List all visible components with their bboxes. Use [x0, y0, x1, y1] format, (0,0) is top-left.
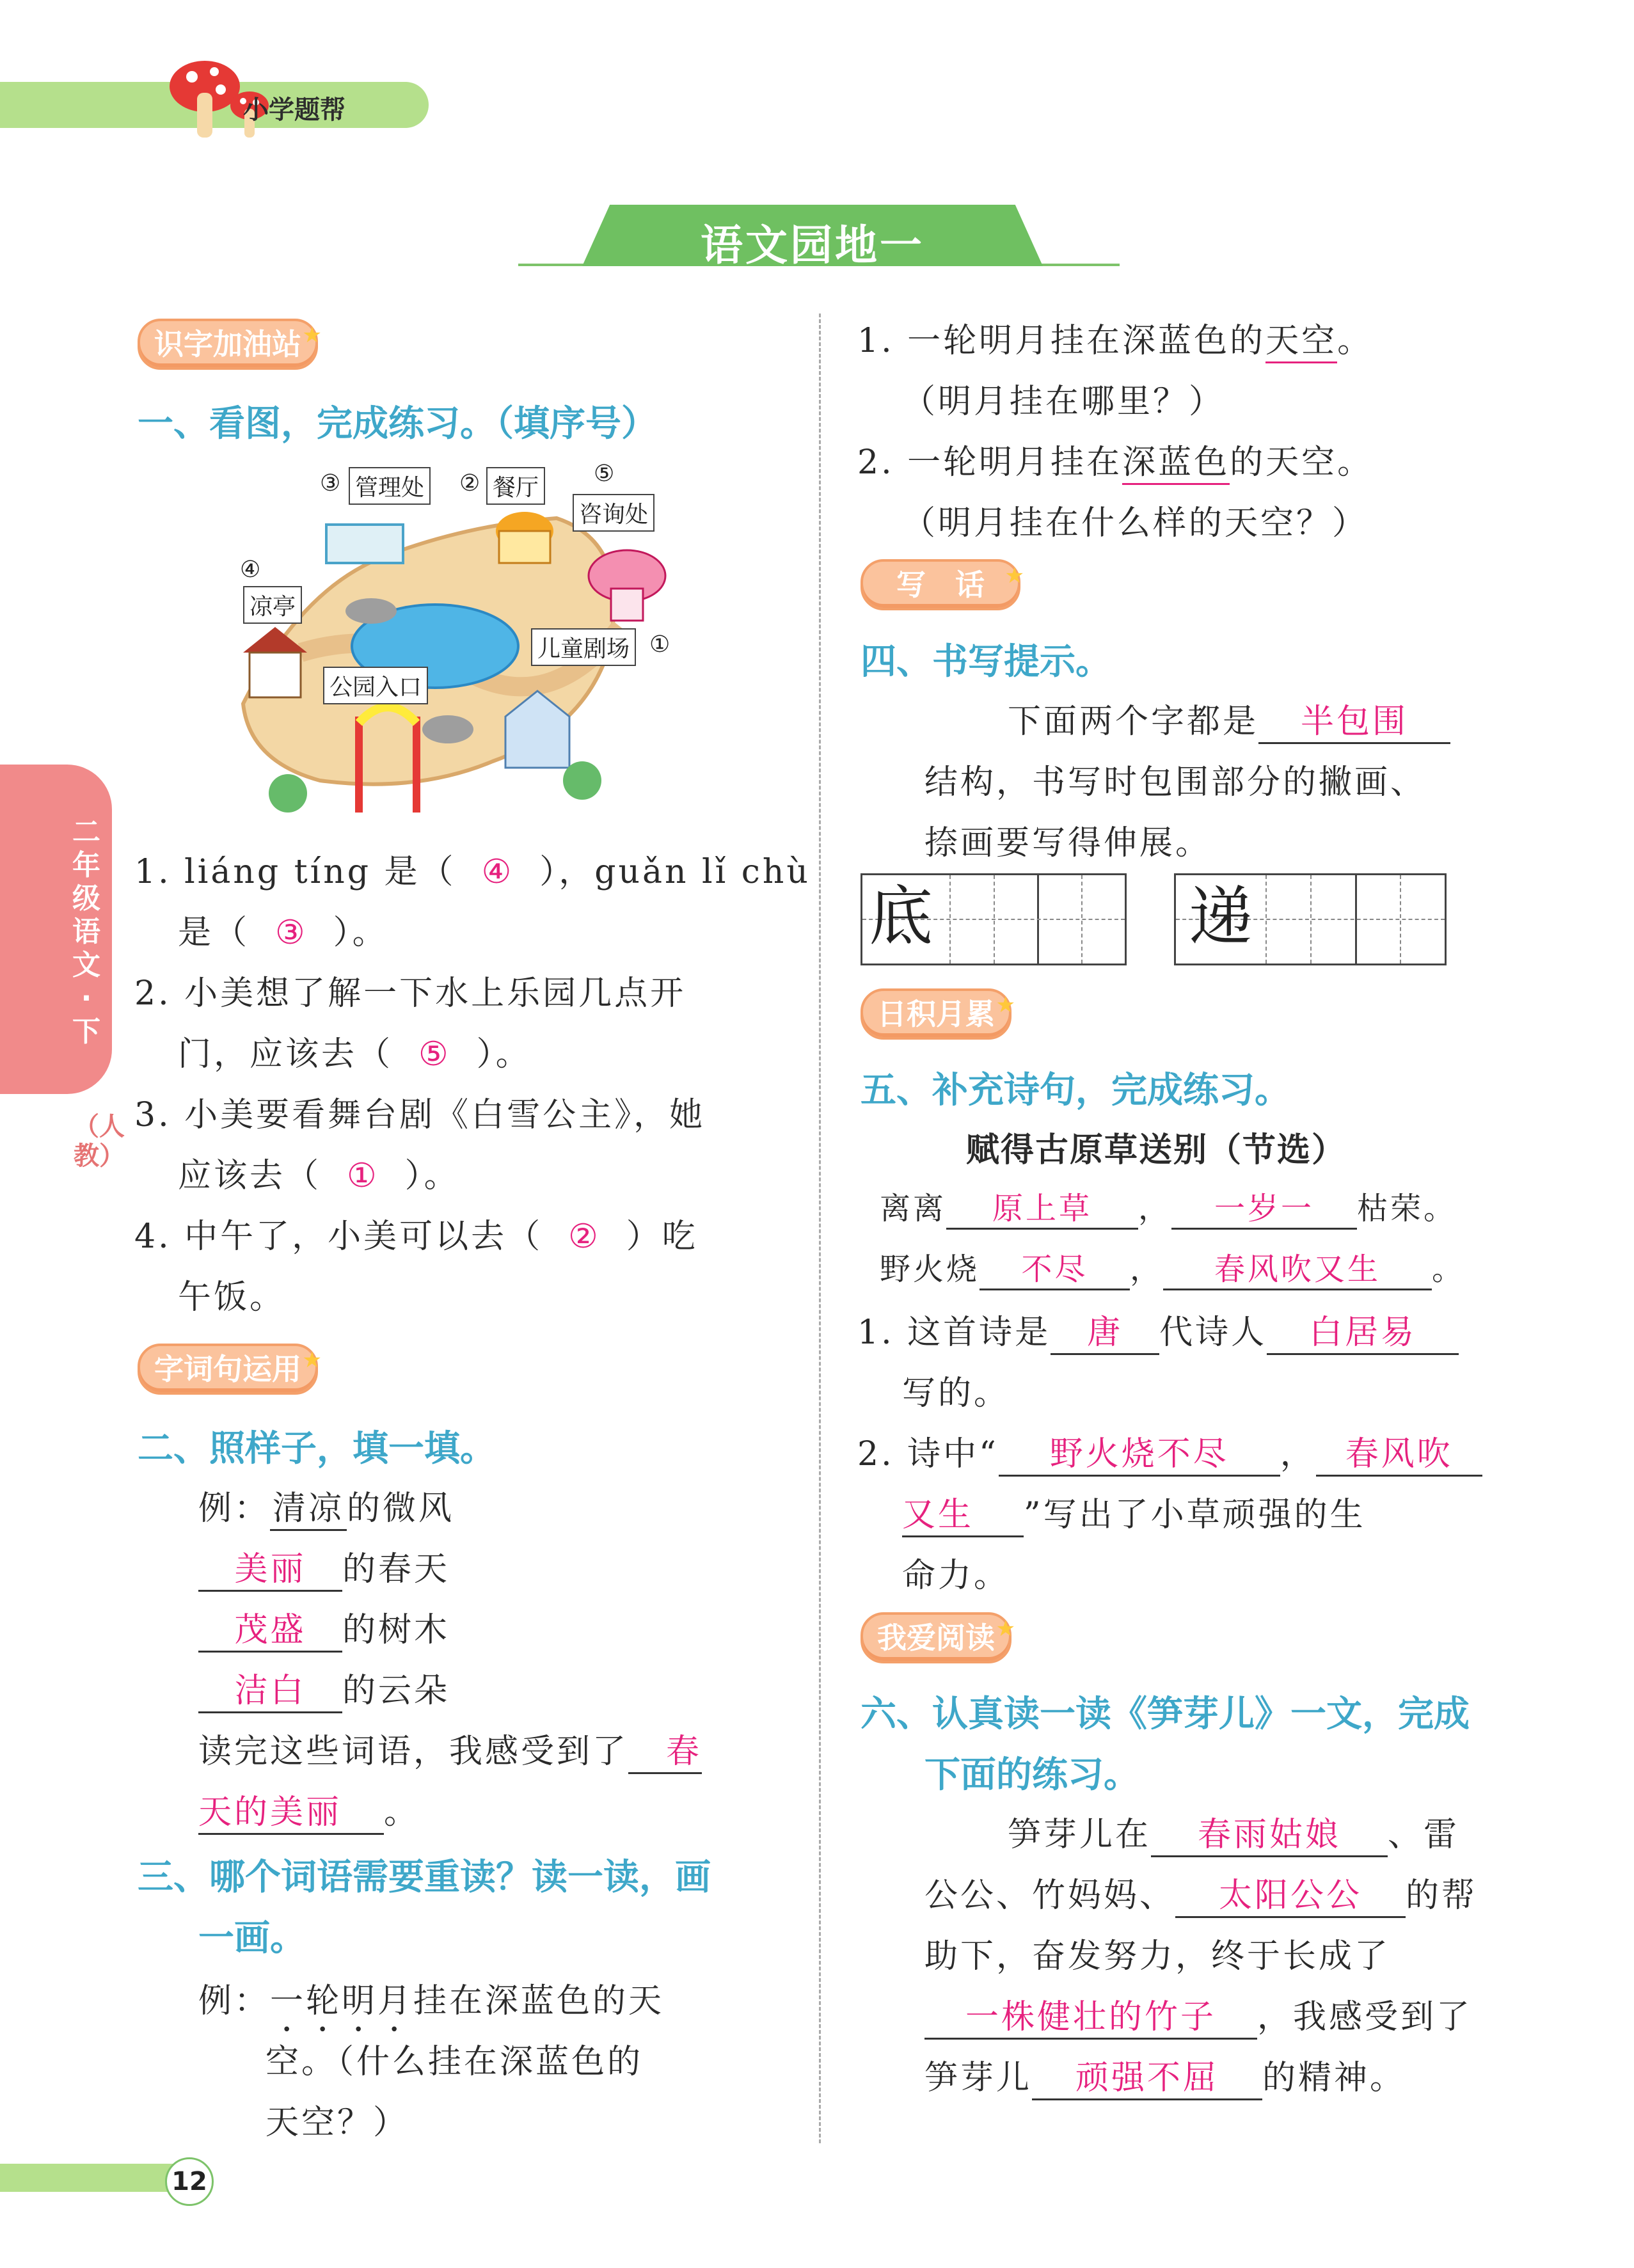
s3-q2-end: 的天空。 — [1230, 443, 1374, 482]
star-icon: ★ — [1004, 563, 1024, 589]
s6-answer-4: 顽强不屈 — [1032, 2050, 1262, 2100]
s6-answer-1: 春雨姑娘 — [1151, 1807, 1388, 1857]
page-number: 12 — [165, 2157, 214, 2206]
map-num-3: ③ — [320, 470, 341, 496]
s3-q1-underlined: 天空 — [1265, 313, 1337, 363]
heading-3a: 三、哪个词语需要重读？读一读，画 — [138, 1857, 711, 1898]
poem-answer-1: 原上草 — [946, 1184, 1138, 1230]
s5-q1-text-a: 1. 这首诗是 — [857, 1313, 1051, 1352]
s6-answer-3: 一株健壮的竹子 — [924, 1990, 1257, 2040]
s2-row1 — [198, 1542, 450, 1592]
map-label-restaurant: 餐厅 — [486, 467, 545, 505]
poem-answer-3: 不尽 — [980, 1244, 1130, 1290]
heading-1: 一、看图，完成练习。（填序号） — [138, 403, 657, 445]
map-label-info: 咨询处 — [573, 494, 654, 532]
map-label-entrance: 公园入口 — [323, 667, 428, 704]
grade-label: 二年级语文·下 — [72, 816, 100, 1048]
s3-q2-line2: （明月挂在什么样的天空？） — [902, 504, 1368, 543]
q1-text-a: 1. liáng tíng 是（ — [134, 853, 456, 891]
s6-text-5a: 笋芽儿 — [924, 2059, 1033, 2097]
s2-answer-3: 洁白 — [198, 1663, 342, 1713]
page-title: 语文园地一 — [701, 221, 924, 270]
q2-answer: ⑤ — [418, 1035, 451, 1074]
q4-text-a: 4. 中午了，小美可以去（ — [134, 1217, 543, 1256]
q1-line2 — [178, 905, 388, 953]
park-map — [224, 461, 685, 819]
s5-q2-answer-c: 又生 — [902, 1487, 1024, 1537]
s5-q1-answer-poet: 白居易 — [1267, 1305, 1459, 1355]
poem-line1-start: 离离 — [880, 1191, 947, 1226]
s2-row3-rest: 的云朵 — [342, 1672, 450, 1710]
q3-line1: 3. 小美要看舞台剧《白雪公主》，她 — [134, 1096, 706, 1134]
q3-answer: ① — [347, 1157, 379, 1195]
pill-accumulation-label: 日积月累 — [877, 997, 995, 1031]
s2-feel-answer-a: 春 — [628, 1724, 702, 1774]
s3-q1-text: 1. 一轮明月挂在深蓝色的 — [857, 322, 1266, 360]
s3-example-line3: 天空？） — [266, 2104, 409, 2142]
pill-word-usage-label: 字词句运用 — [154, 1352, 301, 1386]
s4-line3: 捺画要写得伸展。 — [924, 824, 1212, 862]
star-icon: ★ — [302, 1347, 322, 1373]
map-label-theater: 儿童剧场 — [531, 628, 636, 666]
s3-q1-line2: （明月挂在哪里？） — [902, 383, 1225, 421]
s2-row3 — [198, 1663, 450, 1713]
q4-text-b: ）吃 — [626, 1217, 698, 1256]
s2-example-rest: 的微风 — [347, 1489, 455, 1528]
s5-q2-comma: ， — [1280, 1435, 1316, 1473]
q2-text-b: 门，应该去（ — [178, 1035, 393, 1074]
map-num-2: ② — [459, 470, 480, 496]
s2-example-prefix: 例： — [198, 1489, 271, 1528]
edition-label: （人教） — [74, 1112, 125, 1171]
q2-line2 — [178, 1027, 532, 1075]
s3-q2-underlined: 深蓝色 — [1122, 435, 1230, 485]
map-num-1: ① — [649, 631, 670, 658]
s2-feel-line1 — [198, 1724, 702, 1774]
q2-line1: 2. 小美想了解一下水上乐园几点开 — [134, 974, 686, 1013]
s4-line1 — [1008, 694, 1450, 744]
s6-line3: 助下，奋发努力，终于长成了 — [924, 1937, 1391, 1976]
poem-line1-comma: ， — [1138, 1191, 1172, 1226]
pill-writing — [861, 559, 1024, 610]
q4-answer: ② — [568, 1217, 601, 1256]
s6-text-4b: ，我感受到了 — [1257, 1998, 1473, 2036]
s3-q2-text: 2. 一轮明月挂在 — [857, 443, 1123, 482]
s5-q1-line1 — [857, 1305, 1459, 1355]
s5-q2-text-b: ”写出了小草顽强的生 — [1024, 1496, 1366, 1534]
pill-reading — [861, 1612, 1015, 1663]
q1-text-c: 是（ — [178, 914, 250, 952]
heading-6a: 六、认真读一读《笋芽儿》一文，完成 — [861, 1693, 1470, 1735]
s6-text-1a: 笋芽儿在 — [1008, 1816, 1152, 1854]
column-divider — [819, 313, 821, 2143]
s4-line2: 结构，书写时包围部分的撇画、 — [924, 763, 1427, 802]
s3-q1-line1 — [857, 313, 1373, 363]
q4-line2: 午饭。 — [178, 1278, 286, 1317]
s6-line4 — [924, 1990, 1472, 2040]
heading-4: 四、书写提示。 — [861, 641, 1111, 683]
map-num-5: ⑤ — [594, 461, 615, 487]
map-num-4: ④ — [240, 557, 261, 583]
poem-line1-end: 枯荣。 — [1357, 1191, 1457, 1226]
s6-text-5b: 的精神。 — [1262, 2059, 1406, 2097]
s2-answer-2: 茂盛 — [198, 1603, 342, 1653]
brand-name: 小学题帮 — [243, 95, 345, 125]
q1-line1 — [134, 845, 811, 892]
footer-band — [0, 2164, 179, 2192]
poem-line2-start: 野火烧 — [880, 1251, 980, 1287]
s2-feel-line2 — [198, 1785, 420, 1835]
s6-answer-2: 太阳公公 — [1175, 1868, 1406, 1918]
q3-text-c: ）。 — [404, 1157, 460, 1195]
s5-q2-line2 — [902, 1487, 1366, 1537]
s3-example-stressed: 一轮明月 — [270, 1982, 414, 2020]
heading-5: 五、补充诗句，完成练习。 — [861, 1070, 1290, 1111]
q1-answer-b: ③ — [275, 914, 308, 952]
s5-q2-answer-a: 野火烧不尽 — [999, 1427, 1280, 1477]
heading-6b: 下面的练习。 — [924, 1754, 1139, 1796]
star-icon: ★ — [995, 1616, 1015, 1642]
poem-line2-end: 。 — [1432, 1251, 1466, 1287]
s4-text-a: 下面两个字都是 — [1008, 702, 1259, 741]
s6-text-2a: 公公、竹妈妈、 — [924, 1876, 1176, 1915]
s2-row2-rest: 的树木 — [342, 1611, 450, 1649]
s6-line2 — [924, 1868, 1477, 1918]
model-char-2: 递 — [1189, 879, 1253, 954]
pill-word-usage — [138, 1344, 322, 1395]
q3-text-b: 应该去（ — [178, 1157, 322, 1195]
poem-line2-comma: ， — [1130, 1251, 1164, 1287]
s2-feel-answer-b: 天的美丽 — [198, 1785, 384, 1835]
s2-feel-text: 读完这些词语，我感受到了 — [198, 1733, 629, 1771]
s4-answer: 半包围 — [1258, 694, 1450, 744]
q2-text-c: ）。 — [476, 1035, 532, 1074]
s3-q1-end: 。 — [1337, 322, 1374, 360]
q1-text-b: ），guǎn lǐ chù — [539, 853, 811, 891]
q1-answer-a: ④ — [481, 853, 514, 891]
s6-line5 — [924, 2050, 1406, 2100]
poem-line1 — [880, 1184, 1457, 1230]
s5-q1-line2: 写的。 — [902, 1374, 1010, 1413]
pill-literacy — [138, 319, 322, 370]
poem-answer-4: 春风吹又生 — [1163, 1244, 1432, 1290]
writing-grid-1 — [861, 873, 1127, 965]
pill-writing-label: 写 话 — [896, 567, 985, 602]
pill-literacy-label: 识字加油站 — [154, 327, 301, 361]
s2-feel-end: 。 — [384, 1793, 420, 1832]
s3-q2-line1 — [857, 435, 1373, 485]
s3-example-line1 — [198, 1974, 664, 2040]
star-icon: ★ — [302, 322, 322, 348]
writing-grid-2 — [1174, 873, 1447, 965]
s6-line1 — [1008, 1807, 1459, 1857]
heading-2: 二、照样子，填一填。 — [138, 1428, 496, 1470]
s2-row1-rest: 的春天 — [342, 1550, 450, 1589]
s2-answer-1: 美丽 — [198, 1542, 342, 1592]
q4-line1 — [134, 1209, 698, 1257]
s5-q2-text-a: 2. 诗中“ — [857, 1435, 999, 1473]
building-icon — [326, 525, 403, 563]
s5-q2-line1 — [857, 1427, 1482, 1477]
pill-accumulation — [861, 988, 1015, 1040]
poem-answer-2: 一岁一 — [1171, 1184, 1357, 1230]
s3-example-prefix: 例： — [198, 1982, 271, 2020]
s5-q1-answer-dynasty: 唐 — [1051, 1305, 1159, 1355]
s6-text-1b: 、雷 — [1388, 1816, 1460, 1854]
s6-text-2b: 的帮 — [1406, 1876, 1478, 1915]
map-label-pavilion: 凉亭 — [243, 586, 302, 624]
poem-line2 — [880, 1244, 1465, 1290]
s3-example-rest: 挂在深蓝色的天 — [413, 1982, 665, 2020]
s5-q2-answer-b: 春风吹 — [1316, 1427, 1482, 1477]
s5-q2-line3: 命力。 — [902, 1557, 1010, 1595]
s2-row2 — [198, 1603, 450, 1653]
s3-example-line2: 空。（什么挂在深蓝色的 — [266, 2043, 644, 2081]
poem-title: 赋得古原草送别（节选） — [966, 1131, 1347, 1170]
star-icon: ★ — [995, 992, 1015, 1018]
q3-line2 — [178, 1148, 460, 1196]
q1-text-d: ）。 — [333, 914, 388, 952]
s2-example — [198, 1481, 454, 1531]
model-char-1: 底 — [869, 879, 933, 954]
map-label-office: 管理处 — [349, 467, 431, 505]
s2-example-word: 清凉 — [270, 1481, 347, 1531]
s5-q1-text-b: 代诗人 — [1159, 1313, 1267, 1352]
heading-3b: 一画。 — [198, 1917, 306, 1959]
pill-reading-label: 我爱阅读 — [877, 1621, 995, 1655]
